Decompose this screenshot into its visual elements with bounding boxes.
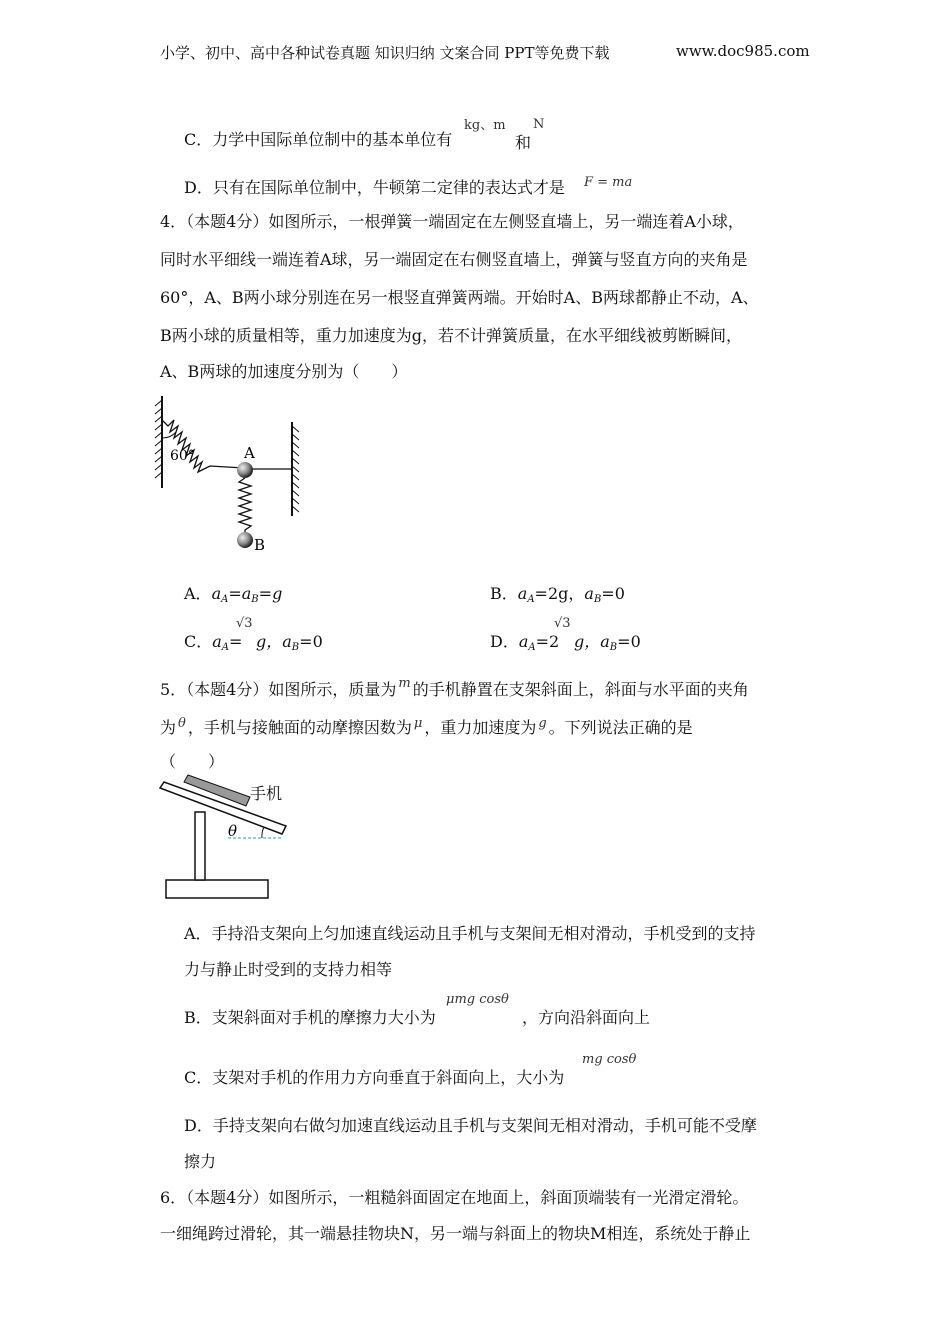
q4-stem-line-5: A、B两球的加速度分别为（ ） [160,362,408,381]
header-url[interactable]: www.doc985.com [676,42,810,60]
q4-option-d-rest: g，$a_B=0$ [574,632,641,653]
q3-c-units: kg、m [464,118,506,133]
q3-d-formula: F = ma [584,175,633,190]
q5-stem-line-2: 为 $^\theta$ ，手机与接触面的动摩擦因数为 $^\mu$ ，重力加速度为 $^g$ 。下列说法正确的是 [160,716,693,737]
q4-stem-line-3: 60°，A、B两小球分别连在另一根竖直弹簧两端。开始时A、B两球都静止不动，A、 [160,288,759,307]
q6-stem-line-2: 一细绳跨过滑轮，其一端悬挂物块N，另一端与斜面上的物块M相连，系统处于静止 [160,1224,751,1243]
q4-d-sqrt3: √3 [554,616,571,631]
q5-option-d-line-2: 擦力 [184,1152,217,1171]
label-a: A [244,444,255,462]
q4-option-c: C．$a_A=$ [184,632,243,653]
phone-label: 手机 [250,784,283,803]
q4-spring-figure [150,392,320,562]
ball-b [237,532,253,548]
q3-option-d: D．只有在国际单位制中，牛顿第二定律的表达式才是 [184,178,565,197]
q5-stem-line-1: 5．（本题4分）如图所示，质量为 $^m$ 的手机静置在支架斜面上，斜面与水平面的夹角 [160,676,749,699]
q3-c-n: N [533,117,545,132]
q5-option-c: C．支架对手机的作用力方向垂直于斜面向上，大小为 [184,1068,565,1087]
q4-option-c-rest: g，$a_B=0$ [256,632,323,653]
ball-a [237,462,253,478]
q6-stem-line-1: 6．（本题4分）如图所示，一粗糙斜面固定在地面上，斜面顶端装有一光滑定滑轮。 [160,1188,749,1207]
q5-option-b-end: ，方向沿斜面向上 [522,1008,651,1027]
theta-label: θ [228,822,238,840]
q5-paren: （ ） [160,752,225,771]
q3-c-and: 和 [515,133,532,152]
q5-option-a-line-2: 力与静止时受到的支持力相等 [184,960,393,979]
q5-b-formula: μmg cosθ [446,992,509,1007]
q3-option-c [184,130,452,150]
label-b: B [254,536,266,554]
q5-option-b: B．支架斜面对手机的摩擦力大小为 [184,1008,436,1027]
q4-stem-line-2: 同时水平细线一端连着A球，另一端固定在右侧竖直墙上，弹簧与竖直方向的夹角是 [160,250,748,269]
q5-c-formula: mg cosθ [582,1052,637,1067]
q4-stem-line-4: B两小球的质量相等，重力加速度为g，若不计弹簧质量，在水平细线被剪断瞬间， [160,326,743,345]
q4-c-sqrt3: √3 [236,616,253,631]
q4-option-b: B．$a_A=2g$，$a_B=0$ [490,584,625,605]
q5-option-d-line-1: D．手持支架向右做匀加速直线运动且手机与支架间无相对滑动，手机可能不受摩 [184,1116,757,1135]
header-left: 小学、初中、高中各种试卷真题 知识归纳 文案合同 PPT等免费下载 [160,44,610,62]
q4-option-d: D．$a_A=2$ [490,632,560,653]
angle-label: 60° [170,448,195,464]
q4-option-a: A．$a_A=a_B=g$ [184,584,283,605]
q3-c-text: C．力学中国际单位制中的基本单位有 [184,130,453,149]
q4-stem-line-1: 4．（本题4分）如图所示，一根弹簧一端固定在左侧竖直墙上，另一端连着A小球， [160,212,744,231]
q5-option-a-line-1: A．手持沿支架向上匀加速直线运动且手机与支架间无相对滑动，手机受到的支持 [184,924,756,943]
